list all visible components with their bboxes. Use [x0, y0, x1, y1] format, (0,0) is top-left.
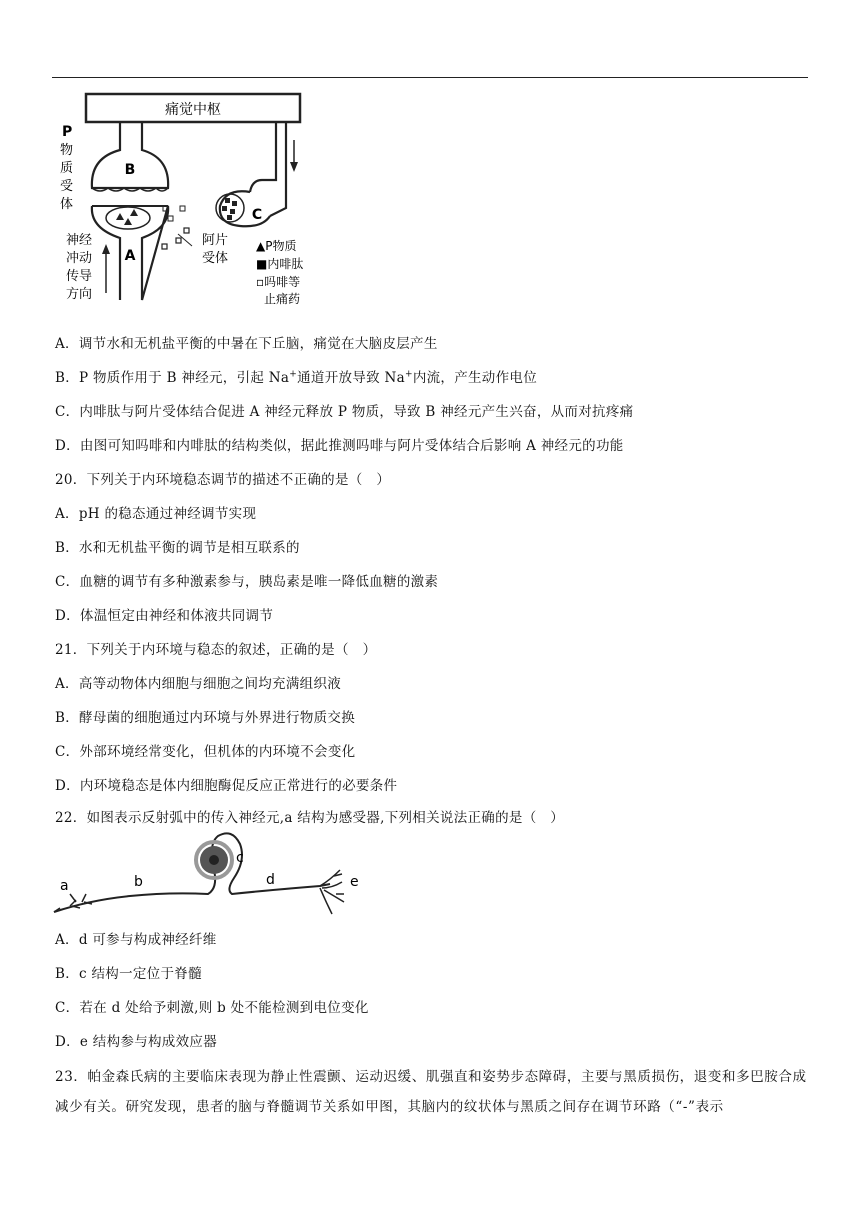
svg-text:止痛药: 止痛药	[264, 292, 301, 306]
q22-option-c: C．若在 d 处给予刺激,则 b 处不能检测到电位变化	[55, 1000, 369, 1016]
neuron-c-label: C	[251, 207, 263, 223]
svg-text:受体: 受体	[202, 251, 229, 266]
q21-option-a: A．高等动物体内细胞与细胞之间均充满组织液	[55, 676, 342, 692]
q19-option-a: A．调节水和无机盐平衡的中暑在下丘脑，痛觉在大脑皮层产生	[55, 336, 438, 352]
neuron-a-label: A	[124, 248, 136, 264]
svg-text:传导: 传导	[66, 269, 93, 284]
receptor-label-p: P	[62, 124, 73, 140]
q20-option-c: C．血糖的调节有多种激素参与，胰岛素是唯一降低血糖的激素	[55, 574, 439, 590]
svg-text:受: 受	[60, 179, 74, 194]
neuron-b-label: B	[124, 162, 136, 178]
opiate-receptor-label: 阿片	[202, 233, 229, 248]
svg-text:质: 质	[60, 161, 74, 176]
q21-option-b: B．酵母菌的细胞通过内环境与外界进行物质交换	[55, 710, 356, 726]
q22-option-b: B．c 结构一定位于脊髓	[55, 966, 202, 982]
q19-option-c: C．内啡肽与阿片受体结合促进 A 神经元释放 P 物质，导致 B 神经元产生兴奋，从而对抗疼痛	[55, 404, 634, 420]
conduction-direction-label: 神经	[66, 233, 93, 248]
label-a: a	[60, 878, 69, 894]
q21-option-c: C．外部环境经常变化，但机体的内环境不会变化	[55, 744, 356, 760]
svg-text:冲动: 冲动	[66, 251, 93, 266]
pain-pathway-diagram	[50, 88, 350, 308]
q19-option-b: B．P 物质作用于 B 神经元，引起 Na+通道开放导致 Na+内流，产生动作电位	[55, 369, 538, 386]
label-d: d	[266, 872, 275, 888]
legend-morphine: ▫吗啡等	[256, 275, 301, 289]
legend-endorphin: ■内啡肽	[256, 257, 304, 271]
q20-option-a: A．pH 的稳态通过神经调节实现	[55, 506, 257, 522]
q21-stem: 21．下列关于内环境与稳态的叙述，正确的是（ ）	[55, 642, 377, 658]
svg-text:物: 物	[60, 143, 74, 158]
q19-option-d: D．由图可知吗啡和内啡肽的结构类似，据此推测吗啡与阿片受体结合后影响 A 神经元的功能	[55, 438, 624, 454]
svg-text:方向: 方向	[66, 287, 93, 302]
q20-option-b: B．水和无机盐平衡的调节是相互联系的	[55, 540, 300, 556]
effector-endings	[320, 870, 344, 914]
label-c: c	[236, 850, 244, 866]
svg-text:体: 体	[60, 197, 74, 212]
legend-p-substance: ▲P物质	[256, 239, 297, 253]
q20-stem: 20．下列关于内环境稳态调节的描述不正确的是（ ）	[55, 472, 391, 488]
q22-stem: 22．如图表示反射弧中的传入神经元,a 结构为感受器,下列相关说法正确的是（ ）	[55, 810, 565, 826]
q22-option-a: A．d 可参与构成神经纤维	[55, 932, 217, 948]
q23-text: 23．帕金森氏病的主要临床表现为静止性震颤、运动迟缓、肌强直和姿势步态障碍，主要与黑质损伤，退变和多巴胺合成减少有关。研究发现，患者的脑与脊髓调节关系如甲图，其脑内的纹状体与黑质之间存在调节环路（“-”表示	[55, 1069, 807, 1115]
q21-option-d: D．内环境稳态是体内细胞酶促反应正常进行的必要条件	[55, 778, 398, 794]
sensory-neuron-diagram	[50, 830, 370, 925]
q20-option-d: D．体温恒定由神经和体液共同调节	[55, 608, 274, 624]
q22-option-d: D．e 结构参与构成效应器	[55, 1034, 218, 1050]
neuron-b-shape	[92, 122, 168, 188]
neuron-axon	[54, 833, 330, 912]
label-b: b	[134, 874, 143, 890]
label-e: e	[350, 874, 359, 890]
header-rule	[52, 77, 808, 78]
pain-center-label: 痛觉中枢	[165, 102, 221, 118]
